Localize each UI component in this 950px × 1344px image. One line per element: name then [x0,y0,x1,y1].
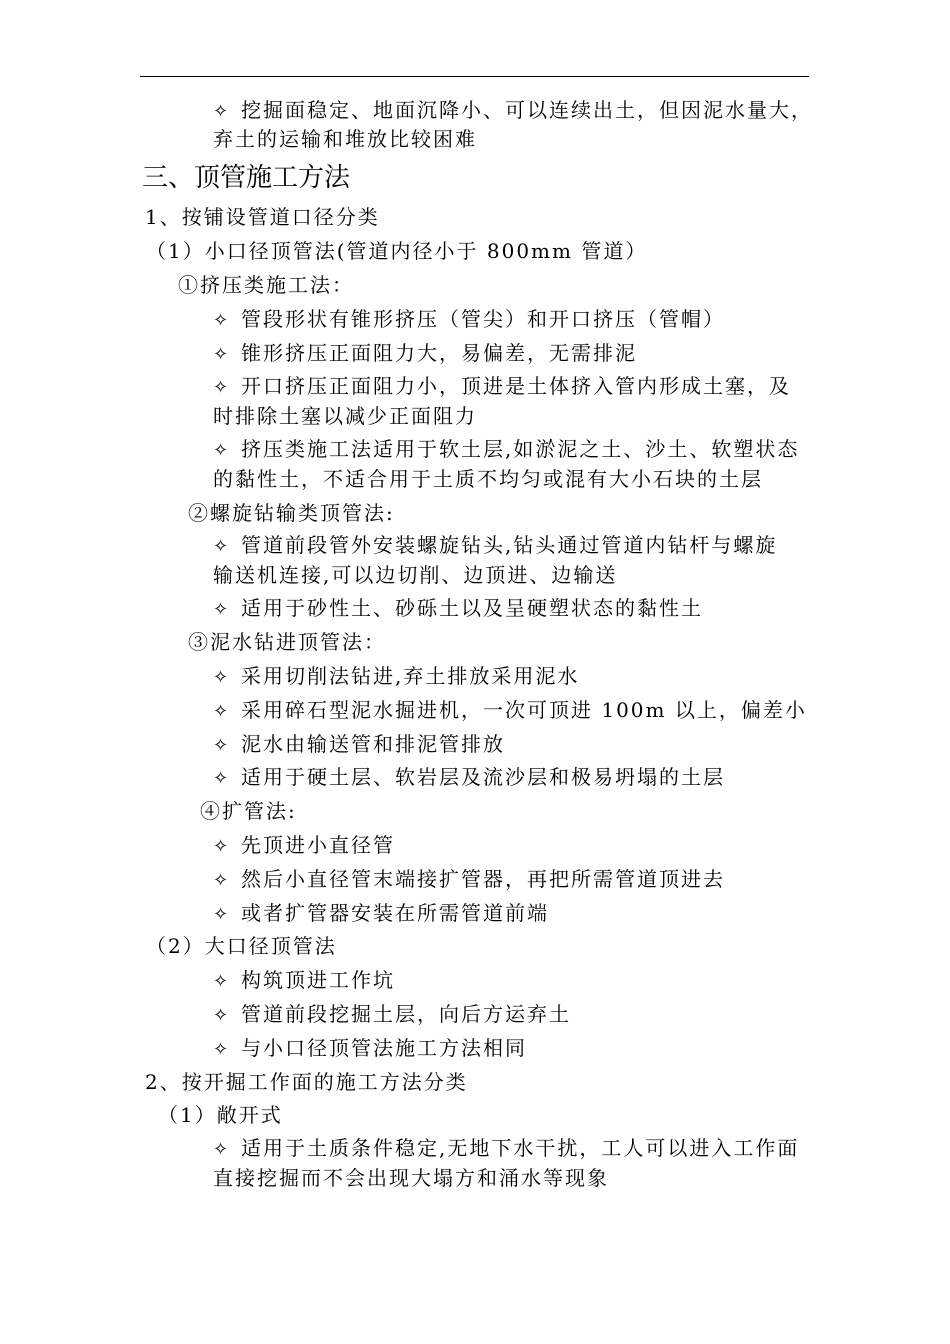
bullet-item: ✧ 锥形挤压正面阻力大，易偏差，无需排泥 [213,341,637,365]
diamond-bullet-icon: ✧ [213,836,231,857]
bullet-item: ✧ 然后小直径管末端接扩管器，再把所需管道顶进去 [213,867,725,891]
heading-1: 1、按铺设管道口径分类 [145,205,380,229]
bullet-item: ✧ 管道前段管外安装螺旋钻头,钻头通过管道内钻杆与螺旋 [213,533,778,557]
bullet-item: ✧ 先顶进小直径管 [213,833,395,857]
bullet-item: ✧ 与小口径顶管法施工方法相同 [213,1036,527,1060]
bullet-item: ✧ 或者扩管器安装在所需管道前端 [213,901,549,925]
diamond-bullet-icon: ✧ [213,904,231,925]
diamond-bullet-icon: ✧ [213,599,231,620]
header-rule [140,76,809,77]
diamond-bullet-icon: ✧ [213,1039,231,1060]
method-title: ②螺旋钻输类顶管法: [188,501,395,525]
heading-2: 2、按开掘工作面的施工方法分类 [145,1070,468,1094]
section-title: 三、顶管施工方法 [142,163,351,193]
bullet-item: ✧ 开口挤压正面阻力小，顶进是土体挤入管内形成土塞，及 [213,374,791,398]
method-title: ④扩管法: [200,799,297,823]
heading-1-2: （2）大口径顶管法 [146,934,337,958]
diamond-bullet-icon: ✧ [213,1139,231,1160]
diamond-bullet-icon: ✧ [213,101,231,122]
diamond-bullet-icon: ✧ [213,440,231,461]
diamond-bullet-icon: ✧ [213,344,231,365]
diamond-bullet-icon: ✧ [213,1005,231,1026]
text-line: 弃土的运输和堆放比较困难 [213,127,477,151]
diamond-bullet-icon: ✧ [213,667,231,688]
bullet-item: ✧ 采用切削法钻进,弃土排放采用泥水 [213,664,580,688]
diamond-bullet-icon: ✧ [213,310,231,331]
bullet-item: ✧ 泥水由输送管和排泥管排放 [213,732,505,756]
bullet-item: ✧ 采用碎石型泥水掘进机，一次可顶进 100m 以上，偏差小 [213,698,807,722]
bullet-item: ✧ 构筑顶进工作坑 [213,968,395,992]
bullet-item: ✧ 适用于硬土层、软岩层及流沙层和极易坍塌的土层 [213,765,725,789]
diamond-bullet-icon: ✧ [213,870,231,891]
diamond-bullet-icon: ✧ [213,536,231,557]
diamond-bullet-icon: ✧ [213,768,231,789]
text-line: 的黏性土，不适合用于土质不均匀或混有大小石块的土层 [213,467,763,491]
bullet-item: ✧ 管段形状有锥形挤压（管尖）和开口挤压（管帽） [213,307,725,331]
diamond-bullet-icon: ✧ [213,377,231,398]
method-title: ③泥水钻进顶管法： [188,630,386,654]
diamond-bullet-icon: ✧ [213,701,231,722]
text-line: 输送机连接,可以边切削、边顶进、边输送 [213,563,618,587]
text-line: 直接挖掘而不会出现大塌方和涌水等现象 [213,1166,609,1190]
bullet-item: ✧ 挤压类施工法适用于软土层,如淤泥之土、沙土、软塑状态 [213,437,800,461]
diamond-bullet-icon: ✧ [213,735,231,756]
text-line: 时排除土塞以减少正面阻力 [213,404,477,428]
bullet-item: ✧ 适用于砂性土、砂砾土以及呈硬塑状态的黏性土 [213,596,703,620]
method-title: ①挤压类施工法： [178,273,354,297]
bullet-item: ✧ 管道前段挖掘土层，向后方运弃土 [213,1002,571,1026]
heading-1-1: （1）小口径顶管法(管道内径小于 800mm 管道） [146,239,648,263]
bullet-item: ✧ 挖掘面稳定、地面沉降小、可以连续出土，但因泥水量大， [213,98,813,122]
bullet-item: ✧ 适用于土质条件稳定,无地下水干扰，工人可以进入工作面 [213,1136,800,1160]
heading-2-1: （1）敞开式 [158,1103,283,1127]
diamond-bullet-icon: ✧ [213,971,231,992]
